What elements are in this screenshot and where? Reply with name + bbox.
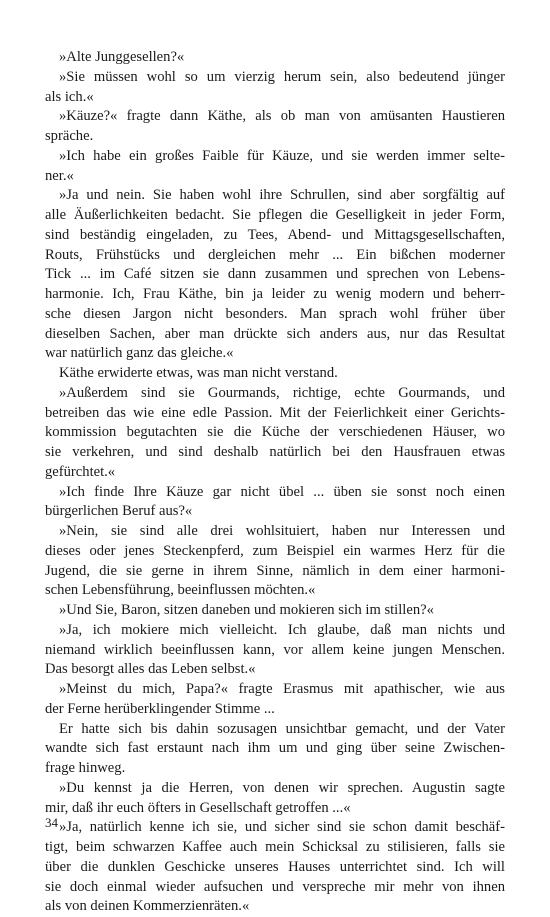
paragraph-first-line: »Ja und nein. Sie haben wohl ihre Schrullen, sind aber sorgfältig auf — [59, 187, 505, 204]
paragraph-line: niemand wirklich beeinflussen kann, vor allem keine jungen Menschen. — [45, 641, 505, 658]
paragraph-first-line: »Ich finde Ihre Käuze gar nicht übel ... üben sie sonst noch einen — [59, 483, 505, 500]
paragraph-line: ner.« — [45, 167, 74, 184]
paragraph-first-line: »Ich habe ein großes Faible für Käuze, und sie werden immer selte- — [59, 147, 505, 164]
paragraph-first-line: »Sie müssen wohl so um vierzig herum sein, also bedeutend jünger — [59, 68, 505, 85]
paragraph-line: harmonie. Ich, Frau Käthe, bin ja leider zu wenig modern und beherr- — [45, 286, 505, 302]
paragraph-first-line: »Du kennst ja die Herren, von denen wir sprechen. Augustin sagte — [59, 779, 505, 796]
paragraph-first-line: »Ja, natürlich kenne ich sie, und sicher sind sie schon damit beschäf- — [59, 819, 505, 836]
paragraph-line: schen Lebensführung, beeinflussen möchten.« — [45, 582, 316, 599]
paragraph-line: mir, daß ihr euch öfters in Gesellschaft getroffen ...« — [45, 799, 351, 816]
paragraph-first-line: Käthe erwiderte etwas, was man nicht verstand. — [59, 365, 338, 381]
paragraph-line: sind beständig eingeladen, zu Tees, Abend- und Mittagsgesellschaften, — [45, 226, 505, 243]
paragraph-first-line: »Ja, ich mokiere mich vielleicht. Ich glaube, daß man nichts und — [59, 621, 505, 638]
paragraph-line: betreiben das wie eine edle Passion. Mit der Feierlichkeit einer Gerichts- — [45, 404, 505, 421]
paragraph-line: als ich.« — [45, 88, 94, 105]
paragraph-first-line: »Alte Junggesellen?« — [59, 49, 185, 65]
text-block — [45, 48, 505, 917]
paragraph-line: Tick ... im Café sitzen sie dann zusammen und sprechen von Lebens- — [45, 266, 505, 283]
paragraph-line: war natürlich ganz das gleiche.« — [45, 345, 234, 362]
paragraph-line: alle Äußerlichkeiten bedacht. Sie pflegen die Geselligkeit in jeder Form, — [45, 207, 505, 223]
paragraph-line: als von deinen Kommerzienräten.« — [45, 898, 250, 915]
paragraph-first-line: »Käuze?« fragte dann Käthe, als ob man von amüsanten Haustieren — [59, 108, 505, 125]
paragraph-line: dieses oder jenes Steckenpferd, zum Beispiel ein warmes Herz für die — [45, 542, 505, 559]
paragraph-line: über die dunklen Geschicke unseres Hauses unterrichtet sind. Ich will — [45, 858, 505, 875]
paragraph-line: bürgerlichen Beruf aus?« — [45, 503, 193, 520]
paragraph-line: spräche. — [45, 128, 94, 144]
paragraph-first-line: »Meinst du mich, Papa?« fragte Erasmus mit apathischer, wie aus — [59, 681, 505, 697]
paragraph-first-line: »Nein, sie sind alle drei wohlsituiert, haben nur Interessen und — [59, 523, 505, 539]
paragraph-line: sie verkehren, und sind deshalb natürlich bei den Hausfrauen etwas — [45, 444, 505, 460]
paragraph-first-line: Er hatte sich bis dahin sozusagen unsichtbar gemacht, und der Vater — [59, 720, 505, 737]
page-number: 34 — [45, 815, 58, 830]
paragraph-line: kommission begutachten sie die Küche der verschiedenen Häuser, wo — [45, 424, 505, 441]
paragraph-line: frage hinweg. — [45, 760, 126, 776]
paragraph-first-line: »Außerdem sind sie Gourmands, richtige, echte Gourmands, und — [59, 384, 505, 401]
paragraph-line: Das besorgt alles das Leben selbst.« — [45, 661, 256, 678]
paragraph-line: tigt, beim schwarzen Kaffee auch mein Schicksal zu stilisieren, falls sie — [45, 839, 505, 855]
paragraph-line: sie doch einmal wieder aufsuchen und verspreche mir mehr von ihnen — [45, 878, 505, 895]
paragraph-line: Jugend, die sie gerne in ihrem Sinne, nämlich in dem einer harmoni- — [45, 562, 505, 579]
paragraph-line: dieselben Sachen, aber man drückte sich anders aus, nur das Resultat — [45, 325, 505, 342]
paragraph-line: der Ferne herüberklingender Stimme ... — [45, 700, 275, 717]
paragraph-first-line: »Und Sie, Baron, sitzen daneben und mokieren sich im stillen?« — [59, 602, 434, 618]
paragraph-line: sche diesen Jargon nicht besonders. Man sprach wohl früher über — [45, 305, 505, 322]
paragraph-line: gefürchtet.« — [45, 463, 116, 480]
paragraph-line: Routs, Frühstücks und dergleichen mehr ... Ein bißchen moderner — [45, 246, 505, 263]
paragraph-line: wandte sich fast erstaunt nach ihm um und ging über seine Zwischen- — [45, 740, 505, 757]
